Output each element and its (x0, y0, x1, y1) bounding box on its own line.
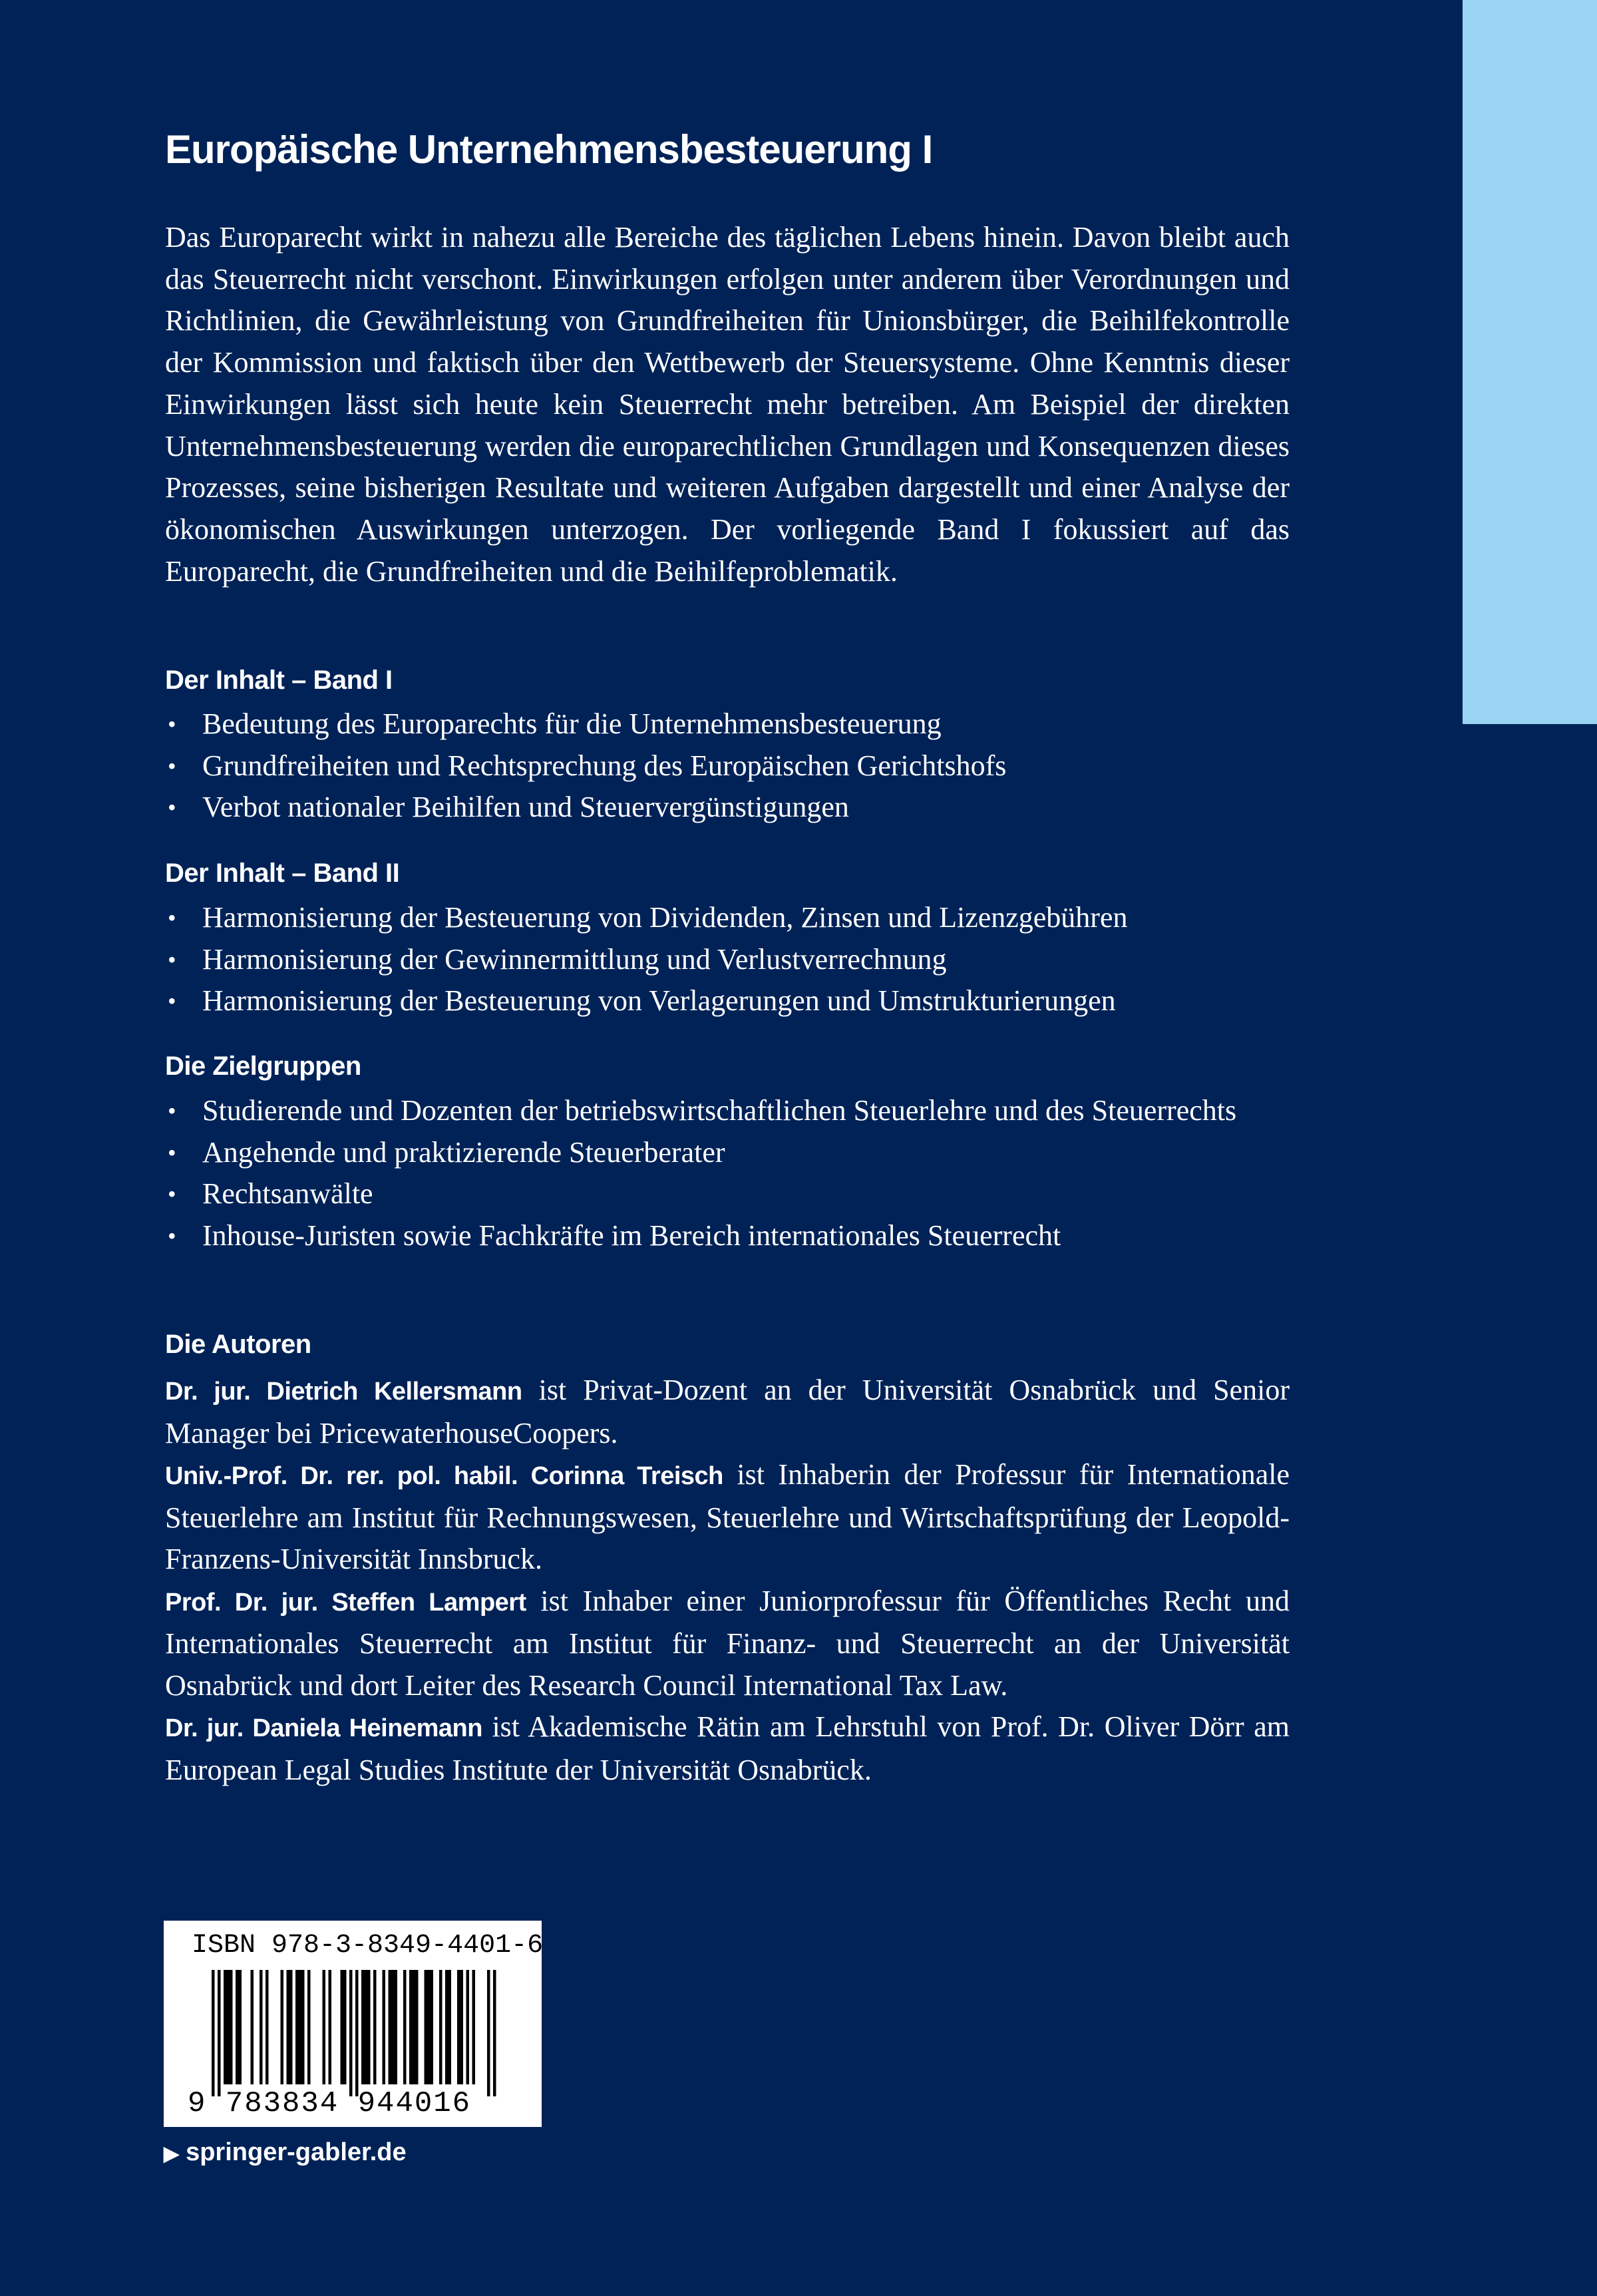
barcode-bar (251, 1970, 254, 2084)
bullet-icon: • (168, 988, 176, 1014)
heading-authors: Die Autoren (165, 1330, 311, 1359)
barcode-bar (301, 1970, 305, 2084)
barcode-bar (218, 1970, 221, 2096)
barcode-bar (343, 1970, 347, 2084)
barcode-bar (227, 1970, 230, 2084)
barcode-bar (212, 1970, 215, 2096)
list-item: • Inhouse-Juristen sowie Fachkräfte im Bereich internationales Steuerrecht (165, 1215, 1290, 1257)
list-item: • Harmonisierung der Besteuerung von Verlagerungen und Umstrukturierungen (165, 980, 1363, 1022)
barcode-bar (413, 1970, 416, 2084)
author-name: Univ.-Prof. Dr. rer. pol. habil. Corinna Treisch (165, 1462, 723, 1490)
list-item: • Harmonisierung der Besteuerung von Dividenden, Zinsen und Lizenzgebühren (165, 897, 1363, 939)
barcode-bar (439, 1970, 443, 2084)
barcode-bar (460, 1970, 464, 2084)
barcode-bar (307, 1970, 311, 2084)
barcode-bar (295, 1970, 299, 2084)
author-name: Dr. jur. Daniela Heinemann (165, 1714, 482, 1742)
barcode-bar (431, 1970, 434, 2084)
list-target-groups (165, 1090, 1290, 1256)
publisher-website[interactable] (164, 2132, 407, 2174)
author-entry (165, 1706, 1290, 1791)
barcode-bar (329, 1970, 332, 2084)
barcode-bar (239, 1970, 242, 2084)
author-entry (165, 1581, 1290, 1707)
barcode-bar (487, 1970, 490, 2096)
book-title: Europäische Unternehmensbesteuerung I (165, 127, 933, 172)
list-item: • Grundfreiheiten und Rechtsprechung des Europäischen Gerichtshofs (165, 745, 1363, 787)
barcode-bar (224, 1970, 227, 2084)
barcode-bar (361, 1970, 365, 2084)
barcode-bar (236, 1970, 239, 2084)
barcode-bar (457, 1970, 460, 2084)
bullet-icon: • (168, 1139, 176, 1166)
barcode-bar (341, 1970, 344, 2084)
barcode-bar (281, 1970, 284, 2084)
bullet-icon: • (168, 946, 176, 973)
barcode-bar (230, 1970, 233, 2084)
list-item: • Harmonisierung der Gewinnermittlung und Verlustverrechnung (165, 939, 1363, 981)
bullet-icon: • (168, 752, 176, 779)
accent-strip (1463, 0, 1597, 724)
bullet-icon: • (168, 1097, 176, 1124)
barcode-bar (472, 1970, 476, 2084)
barcode-bar (323, 1970, 326, 2084)
list-item: • Angehende und praktizierende Steuerberater (165, 1132, 1290, 1174)
barcode-digits: 9 783834 944016 (188, 2087, 472, 2120)
barcode-bar (289, 1970, 293, 2084)
barcode-bar (403, 1970, 407, 2084)
author-entry (165, 1454, 1290, 1581)
barcode-bar (409, 1970, 413, 2084)
barcode-bar (355, 1970, 359, 2096)
list-item: • Rechtsanwälte (165, 1173, 1290, 1215)
list-item: • Verbot nationaler Beihilfen und Steuervergünstigungen (165, 787, 1363, 829)
list-band-2 (165, 897, 1363, 1022)
barcode-bar (445, 1970, 448, 2084)
bullet-icon: • (168, 711, 176, 737)
author-bio: ist Privat-Dozent an der Universität Osnabrück und Senior Manager bei PricewaterhouseCoopers. (165, 1374, 1290, 1449)
authors-list (165, 1370, 1290, 1791)
list-band-1 (165, 703, 1363, 829)
barcode-bar (425, 1970, 428, 2084)
author-name: Prof. Dr. jur. Steffen Lampert (165, 1588, 526, 1617)
triangle-right-icon: ▶ (164, 2143, 180, 2165)
author-entry (165, 1370, 1290, 1454)
list-item: • Studierende und Dozenten der betriebswirtschaftlichen Steuerlehre und des Steuerrechts (165, 1090, 1290, 1132)
list-item: • Bedeutung des Europarechts für die Unternehmensbesteuerung (165, 703, 1363, 745)
author-bio: ist Inhaber einer Juniorprofessur für Öffentliches Recht und Internationales Steuerrecht am Institut für Finanz- und Steuerrecht an der Universität Osnabrück und dort Leiter des Research Council International Tax Law. (165, 1584, 1290, 1702)
book-description: Das Europarecht wirkt in nahezu alle Bereiche des täglichen Lebens hinein. Davon bleibt auch das Steuerrecht nicht verschont. Einwirkungen erfolgen unter anderem über Verordnungen und Richtlinien, die Gewährleistung von Grundfreiheiten für Unionsbürger, die Beihilfekontrolle der Kommission und faktisch über den Wettbewerb der Steuersysteme. Ohne Kenntnis dieser Einwirkungen lässt sich heute kein Steuerrecht mehr betreiben. Am Beispiel der direkten Unternehmensbesteuerung werden die europarechtlichen Grundlagen und Konsequenzen dieses Prozesses, seine bisherigen Resultate und weiteren Aufgaben dargestellt und einer Analyse der ökonomischen Auswirkungen unterzogen. Der vorliegende Band I fokussiert auf das Europarecht, die Grundfreiheiten und die Beihilfeproblematik. (165, 221, 1290, 588)
bullet-icon: • (168, 1222, 176, 1249)
barcode-bar (260, 1970, 263, 2084)
author-name: Dr. jur. Dietrich Kellersmann (165, 1378, 522, 1406)
barcode-bar (395, 1970, 398, 2084)
barcode-bar (365, 1970, 368, 2084)
heading-target-groups: Die Zielgruppen (165, 1052, 361, 1081)
barcode-bar (266, 1970, 269, 2084)
barcode-bar (391, 1970, 395, 2084)
isbn-barcode (164, 1921, 542, 2127)
website-label: springer-gabler.de (186, 2138, 407, 2166)
bullet-icon: • (168, 794, 176, 821)
barcode-bar (383, 1970, 386, 2084)
barcode-bar (367, 1970, 371, 2084)
barcode-bar (373, 1970, 377, 2084)
author-bio: ist Akademische Rätin am Lehrstuhl von Prof. Dr. Oliver Dörr am European Legal Studies Institute der Universität Osnabrück. (165, 1710, 1290, 1786)
barcode-bar (466, 1970, 470, 2084)
author-bio: ist Inhaberin der Professur für Internationale Steuerlehre am Institut für Rechnungswesen, Steuerlehre und Wirtschaftsprüfung der Leopold-Franzens-Universität Innsbruck. (165, 1458, 1290, 1575)
isbn-label: ISBN 978-3-8349-4401-6 (192, 1931, 544, 1961)
barcode-bar (299, 1970, 302, 2084)
barcode-bar (415, 1970, 419, 2084)
bullet-icon: • (168, 1181, 176, 1207)
barcode-bar (287, 1970, 290, 2084)
barcode-bar (389, 1970, 392, 2084)
bullet-icon: • (168, 904, 176, 931)
barcode-bar (448, 1970, 452, 2084)
barcode-bar (493, 1970, 496, 2096)
heading-band-1: Der Inhalt – Band I (165, 666, 393, 695)
barcode-bar (427, 1970, 431, 2084)
barcode-bar (349, 1970, 353, 2096)
heading-band-2: Der Inhalt – Band II (165, 859, 400, 888)
